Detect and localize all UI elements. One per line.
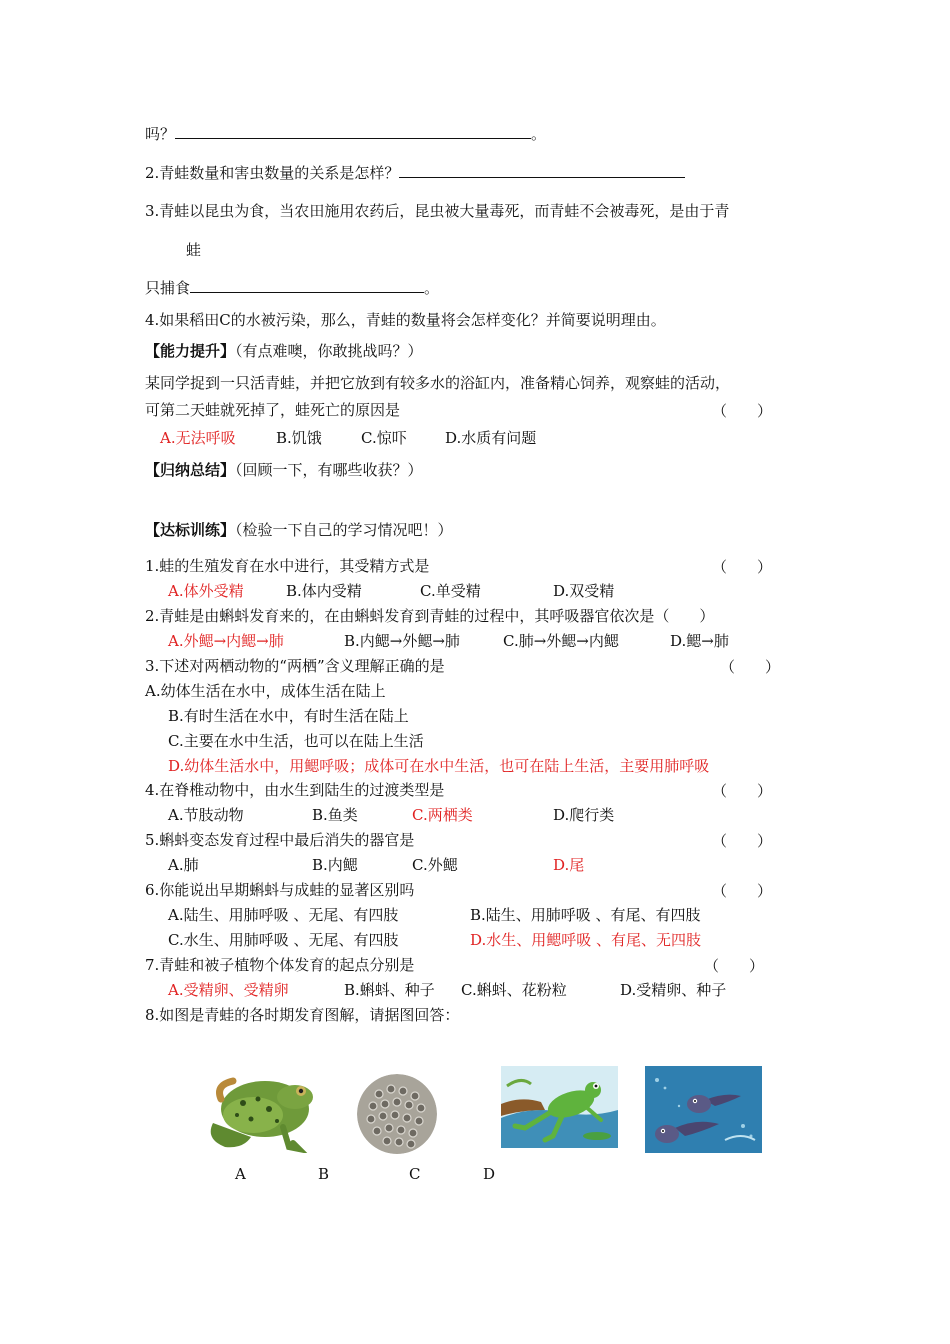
answer-paren[interactable]: （ ） <box>704 957 765 975</box>
q3-text: 只捕食 <box>145 279 191 297</box>
summary-heading-line <box>145 460 423 480</box>
q5-option-d[interactable]: D.尾 <box>553 856 585 874</box>
question-4: 4.如果稻田C的水被污染，那么，青蛙的数量将会怎样变化？并简要说明理由。 <box>145 311 666 329</box>
frog-eggs-image <box>357 1074 437 1154</box>
q7-option-b[interactable]: B.蝌蚪、种子 <box>344 981 435 999</box>
ability-heading-line <box>145 341 423 361</box>
adult-frog-image <box>203 1063 317 1153</box>
q4-option-b[interactable]: B.鱼类 <box>312 806 358 824</box>
training-q3-stem: 3.下述对两栖动物的“两栖”含义理解正确的是 <box>145 657 445 675</box>
ability-option-b[interactable]: B.饥饿 <box>276 429 322 447</box>
q1-option-b[interactable]: B.体内受精 <box>286 582 362 600</box>
q6-option-a[interactable]: A.陆生、用肺呼吸 、无尾、有四肢 <box>168 906 399 924</box>
q3-option-a[interactable]: A.幼体生活在水中，成体生活在陆上 <box>145 682 386 700</box>
q2-option-c[interactable]: C.肺→外鳃→内鳃 <box>503 632 619 650</box>
q1-text: 吗？ <box>145 125 176 143</box>
ability-option-d[interactable]: D.水质有问题 <box>445 429 537 447</box>
q5-option-a[interactable]: A.肺 <box>168 856 199 874</box>
q4-option-a[interactable]: A.节肢动物 <box>168 806 244 824</box>
answer-blank[interactable] <box>399 163 685 178</box>
answer-paren[interactable]: （ ） <box>712 402 773 420</box>
figure-label-c: C <box>409 1165 421 1183</box>
q1-option-c[interactable]: C.单受精 <box>420 582 481 600</box>
answer-blank[interactable] <box>175 124 531 139</box>
ability-question-line-1: 某同学捉到一只活青蛙，并把它放到有较多水的浴缸内，准备精心饲养，观察蛙的活动， <box>145 374 731 392</box>
q7-option-c[interactable]: C.蝌蚪、花粉粒 <box>461 981 567 999</box>
ability-option-a[interactable]: A.无法呼吸 <box>160 429 236 447</box>
question-2 <box>145 163 685 183</box>
question-1-end <box>145 124 546 144</box>
training-q7-stem: 7.青蛙和被子植物个体发育的起点分别是 <box>145 956 415 974</box>
q7-option-a[interactable]: A.受精卵、受精卵 <box>168 981 289 999</box>
q7-option-d[interactable]: D.受精卵、种子 <box>620 981 727 999</box>
q6-option-d[interactable]: D.水生、用鳃呼吸 、有尾、无四肢 <box>470 931 702 949</box>
q5-option-b[interactable]: B.内鳃 <box>312 856 358 874</box>
tadpoles-image <box>645 1066 762 1153</box>
q1-tail: 。 <box>531 125 547 143</box>
training-q2-stem: 2.青蛙是由蝌蚪发育来的，在由蝌蚪发育到青蛙的过程中，其呼吸器官依次是（ ） <box>145 607 715 625</box>
answer-paren[interactable]: （ ） <box>712 832 773 850</box>
jumping-frog-image <box>501 1066 618 1148</box>
summary-heading: 【归纳总结】 <box>145 461 236 479</box>
ability-heading: 【能力提升】 <box>145 342 236 360</box>
q4-option-d[interactable]: D.爬行类 <box>553 806 615 824</box>
figure-label-b: B <box>318 1165 330 1183</box>
answer-paren[interactable]: （ ） <box>712 782 773 800</box>
q1-option-a[interactable]: A.体外受精 <box>168 582 244 600</box>
q3-option-c[interactable]: C.主要在水中生活，也可以在陆上生活 <box>168 732 424 750</box>
q3-tail: 。 <box>424 279 440 297</box>
question-3-line-1: 3.青蛙以昆虫为食，当农田施用农药后，昆虫被大量毒死，而青蛙不会被毒死，是由于青 <box>145 202 730 220</box>
training-q6-stem: 6.你能说出早期蝌蚪与成蛙的显著区别吗 <box>145 881 415 899</box>
q2-text: 2.青蛙数量和害虫数量的关系是怎样？ <box>145 164 400 182</box>
q1-option-d[interactable]: D.双受精 <box>553 582 615 600</box>
training-note: （检验一下自己的学习情况吧！） <box>235 521 453 539</box>
summary-note: （回顾一下，有哪些收获？） <box>235 461 423 479</box>
q6-option-b[interactable]: B.陆生、用肺呼吸 、有尾、有四肢 <box>470 906 701 924</box>
q5-option-c[interactable]: C.外鳃 <box>412 856 458 874</box>
answer-paren[interactable]: （ ） <box>720 658 781 676</box>
question-3-line-3 <box>145 278 439 298</box>
q2-option-a[interactable]: A.外鳃→内鳃→肺 <box>168 632 284 650</box>
ability-question-line-2: 可第二天蛙就死掉了，蛙死亡的原因是 <box>145 401 401 419</box>
training-q8-stem: 8.如图是青蛙的各时期发育图解，请据图回答： <box>145 1006 460 1024</box>
figure-label-d: D <box>483 1165 496 1183</box>
q3-option-d[interactable]: D.幼体生活水中，用鳃呼吸；成体可在水中生活，也可在陆上生活，主要用肺呼吸 <box>168 757 710 775</box>
training-q5-stem: 5.蝌蚪变态发育过程中最后消失的器官是 <box>145 831 415 849</box>
q3-option-b[interactable]: B.有时生活在水中，有时生活在陆上 <box>168 707 409 725</box>
figure-label-a: A <box>235 1165 246 1183</box>
q2-option-b[interactable]: B.内鳃→外鳃→肺 <box>344 632 460 650</box>
answer-paren[interactable]: （ ） <box>712 558 773 576</box>
answer-blank[interactable] <box>190 278 424 293</box>
training-q4-stem: 4.在脊椎动物中，由水生到陆生的过渡类型是 <box>145 781 445 799</box>
training-heading-line <box>145 520 453 540</box>
q6-option-c[interactable]: C.水生、用肺呼吸 、无尾、有四肢 <box>168 931 399 949</box>
ability-option-c[interactable]: C.惊吓 <box>361 429 407 447</box>
training-heading: 【达标训练】 <box>145 521 236 539</box>
q4-option-c[interactable]: C.两栖类 <box>412 806 473 824</box>
q2-option-d[interactable]: D.鳃→肺 <box>670 632 729 650</box>
training-q1-stem: 1.蛙的生殖发育在水中进行，其受精方式是 <box>145 557 430 575</box>
question-3-line-2: 蛙 <box>186 241 202 259</box>
answer-paren[interactable]: （ ） <box>712 882 773 900</box>
ability-note: （有点难噢，你敢挑战吗？） <box>235 342 423 360</box>
